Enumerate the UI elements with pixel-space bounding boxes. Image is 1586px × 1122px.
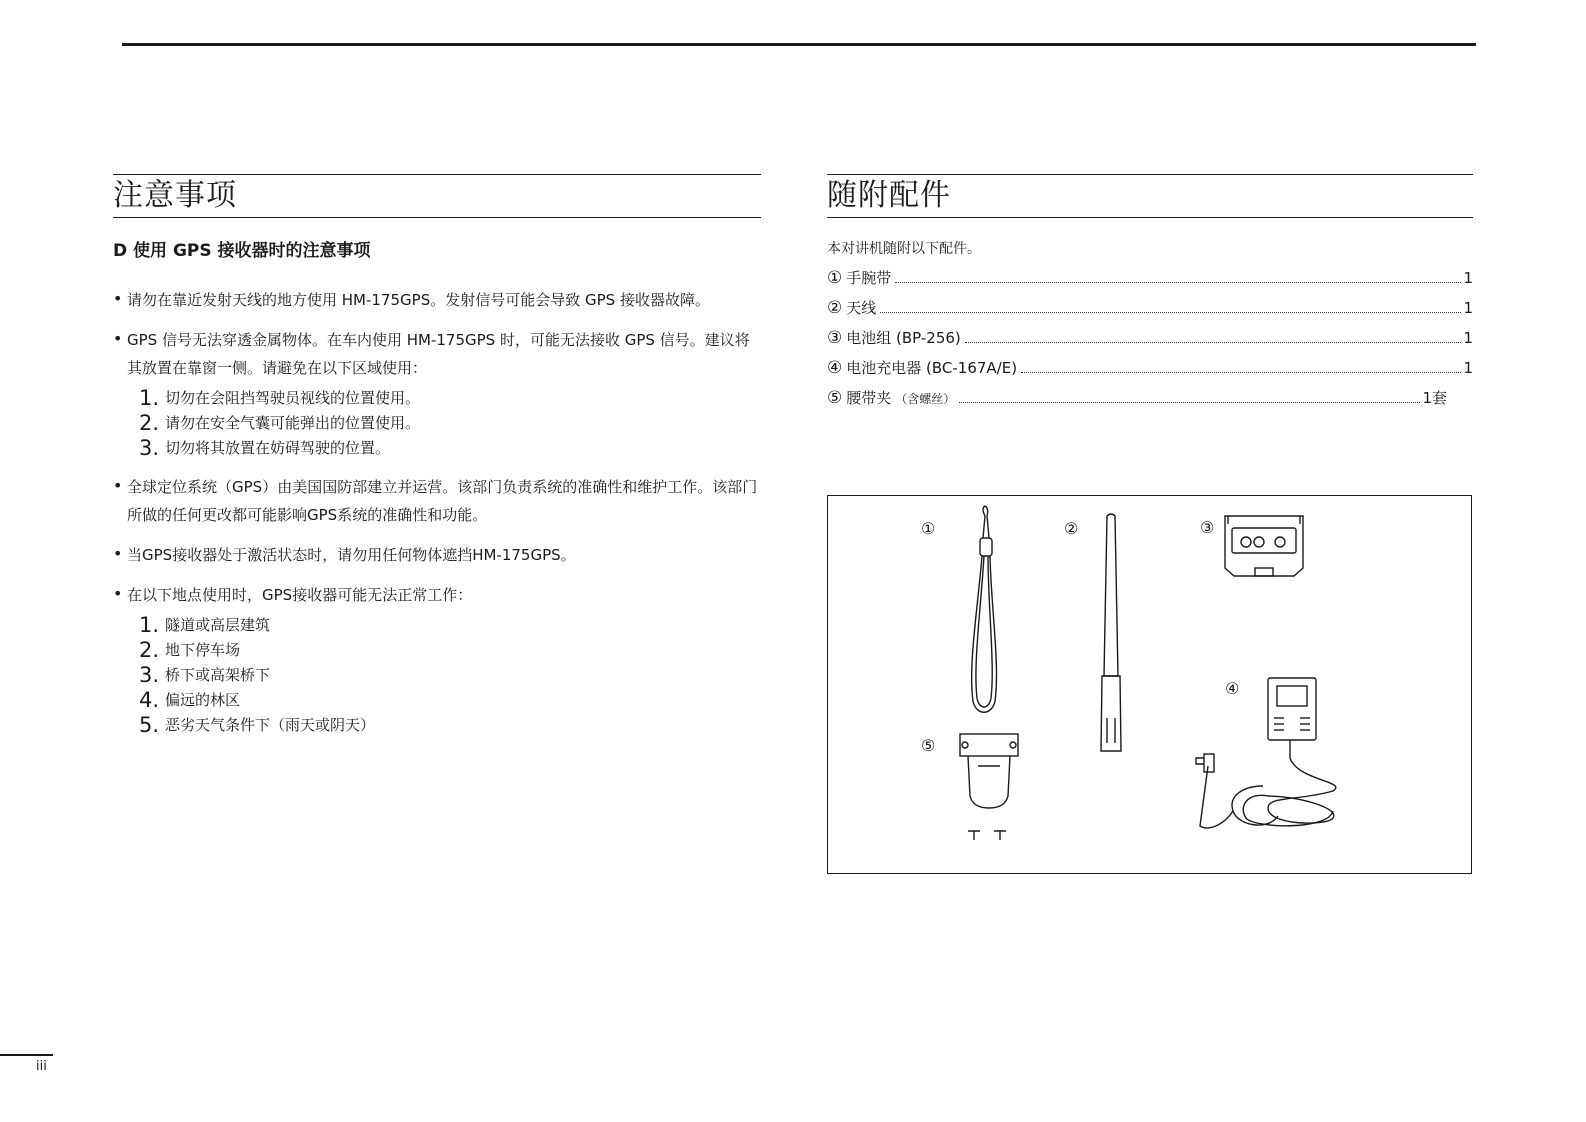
list-item: 3. 切勿将其放置在妨碍驾驶的位置。: [139, 436, 391, 460]
dot-leader: [959, 402, 1420, 403]
accessory-row: ⑤ 腰带夹 （含螺丝） 1套: [827, 388, 1447, 408]
dot-leader: [965, 342, 1462, 343]
list-item: 2. 地下停车场: [139, 638, 241, 662]
list-item: 1. 切勿在会阻挡驾驶员视线的位置使用。: [139, 386, 421, 410]
illustration-label-3: ③: [1200, 518, 1215, 537]
illustration-label-5: ⑤: [921, 736, 936, 755]
accessory-row: ④ 电池充电器 (BC-167A/E) 1: [827, 358, 1473, 378]
list-item: 2. 请勿在安全气囊可能弹出的位置使用。: [139, 411, 421, 435]
illustration-label-2: ②: [1064, 519, 1079, 538]
bullet-item: [113, 581, 761, 609]
battery-pack-icon: [1225, 516, 1303, 576]
accessory-row: ③ 电池组 (BP-256) 1: [827, 328, 1473, 348]
top-rule: [122, 43, 1476, 46]
list-item: 5. 恶劣天气条件下（雨天或阴天）: [139, 713, 376, 737]
precautions-title: 注意事项: [113, 174, 761, 218]
bullet-item: [113, 326, 761, 382]
accessory-row: ① 手腕带 1: [827, 268, 1473, 288]
bullet-text: 当GPS接收器处于激活状态时，请勿用任何物体遮挡HM-175GPS。: [127, 546, 576, 564]
bullet-text: GPS 信号无法穿透金属物体。在车内使用 HM-175GPS 时，可能无法接收 GPS 信号。建议将其放置在靠窗一侧。请避免在以下区域使用：: [127, 331, 750, 377]
bullet-text: 全球定位系统（GPS）由美国国防部建立并运营。该部门负责系统的准确性和维护工作。该部门所做的任何更改都可能影响GPS系统的准确性和功能。: [127, 478, 758, 524]
accessories-list: [827, 267, 1473, 417]
bullet-dot-icon: •: [113, 289, 123, 308]
bullet-dot-icon: •: [113, 329, 123, 348]
accessories-illustration: [827, 495, 1472, 874]
dot-leader: [1021, 372, 1461, 373]
numbered-list: [139, 386, 761, 461]
bullet-item: [113, 473, 761, 529]
accessory-row: ② 天线 1: [827, 298, 1473, 318]
belt-clip-icon: [960, 734, 1018, 840]
bullet-dot-icon: •: [113, 544, 123, 563]
illustration-label-1: ①: [921, 519, 936, 538]
bullet-item: [113, 286, 761, 314]
list-item: 3. 桥下或高架桥下: [139, 663, 271, 687]
bullet-dot-icon: •: [113, 584, 123, 603]
gps-precautions-subheading: D 使用 GPS 接收器时的注意事项: [113, 241, 371, 261]
numbered-list: [139, 613, 761, 738]
battery-charger-icon: [1196, 678, 1336, 828]
accessories-title: 随附配件: [827, 174, 1473, 218]
accessories-intro: 本对讲机随附以下配件。: [827, 241, 981, 257]
bullet-item: [113, 541, 761, 569]
dot-leader: [880, 312, 1461, 313]
page-number: iii: [36, 1059, 47, 1074]
footer-rule: [0, 1054, 53, 1056]
list-item: 1. 隧道或高层建筑: [139, 613, 271, 637]
wrist-strap-icon: [972, 506, 997, 712]
dot-leader: [895, 282, 1461, 283]
bullet-text: 在以下地点使用时，GPS接收器可能无法正常工作：: [127, 586, 473, 604]
bullet-dot-icon: •: [113, 476, 123, 495]
accessories-column: [827, 174, 1473, 417]
list-item: 4. 偏远的林区: [139, 688, 241, 712]
precautions-column: [113, 174, 761, 738]
illustration-label-4: ④: [1225, 679, 1240, 698]
bullet-text: 请勿在靠近发射天线的地方使用 HM-175GPS。发射信号可能会导致 GPS 接收器故障。: [127, 291, 710, 309]
antenna-icon: [1101, 514, 1121, 751]
